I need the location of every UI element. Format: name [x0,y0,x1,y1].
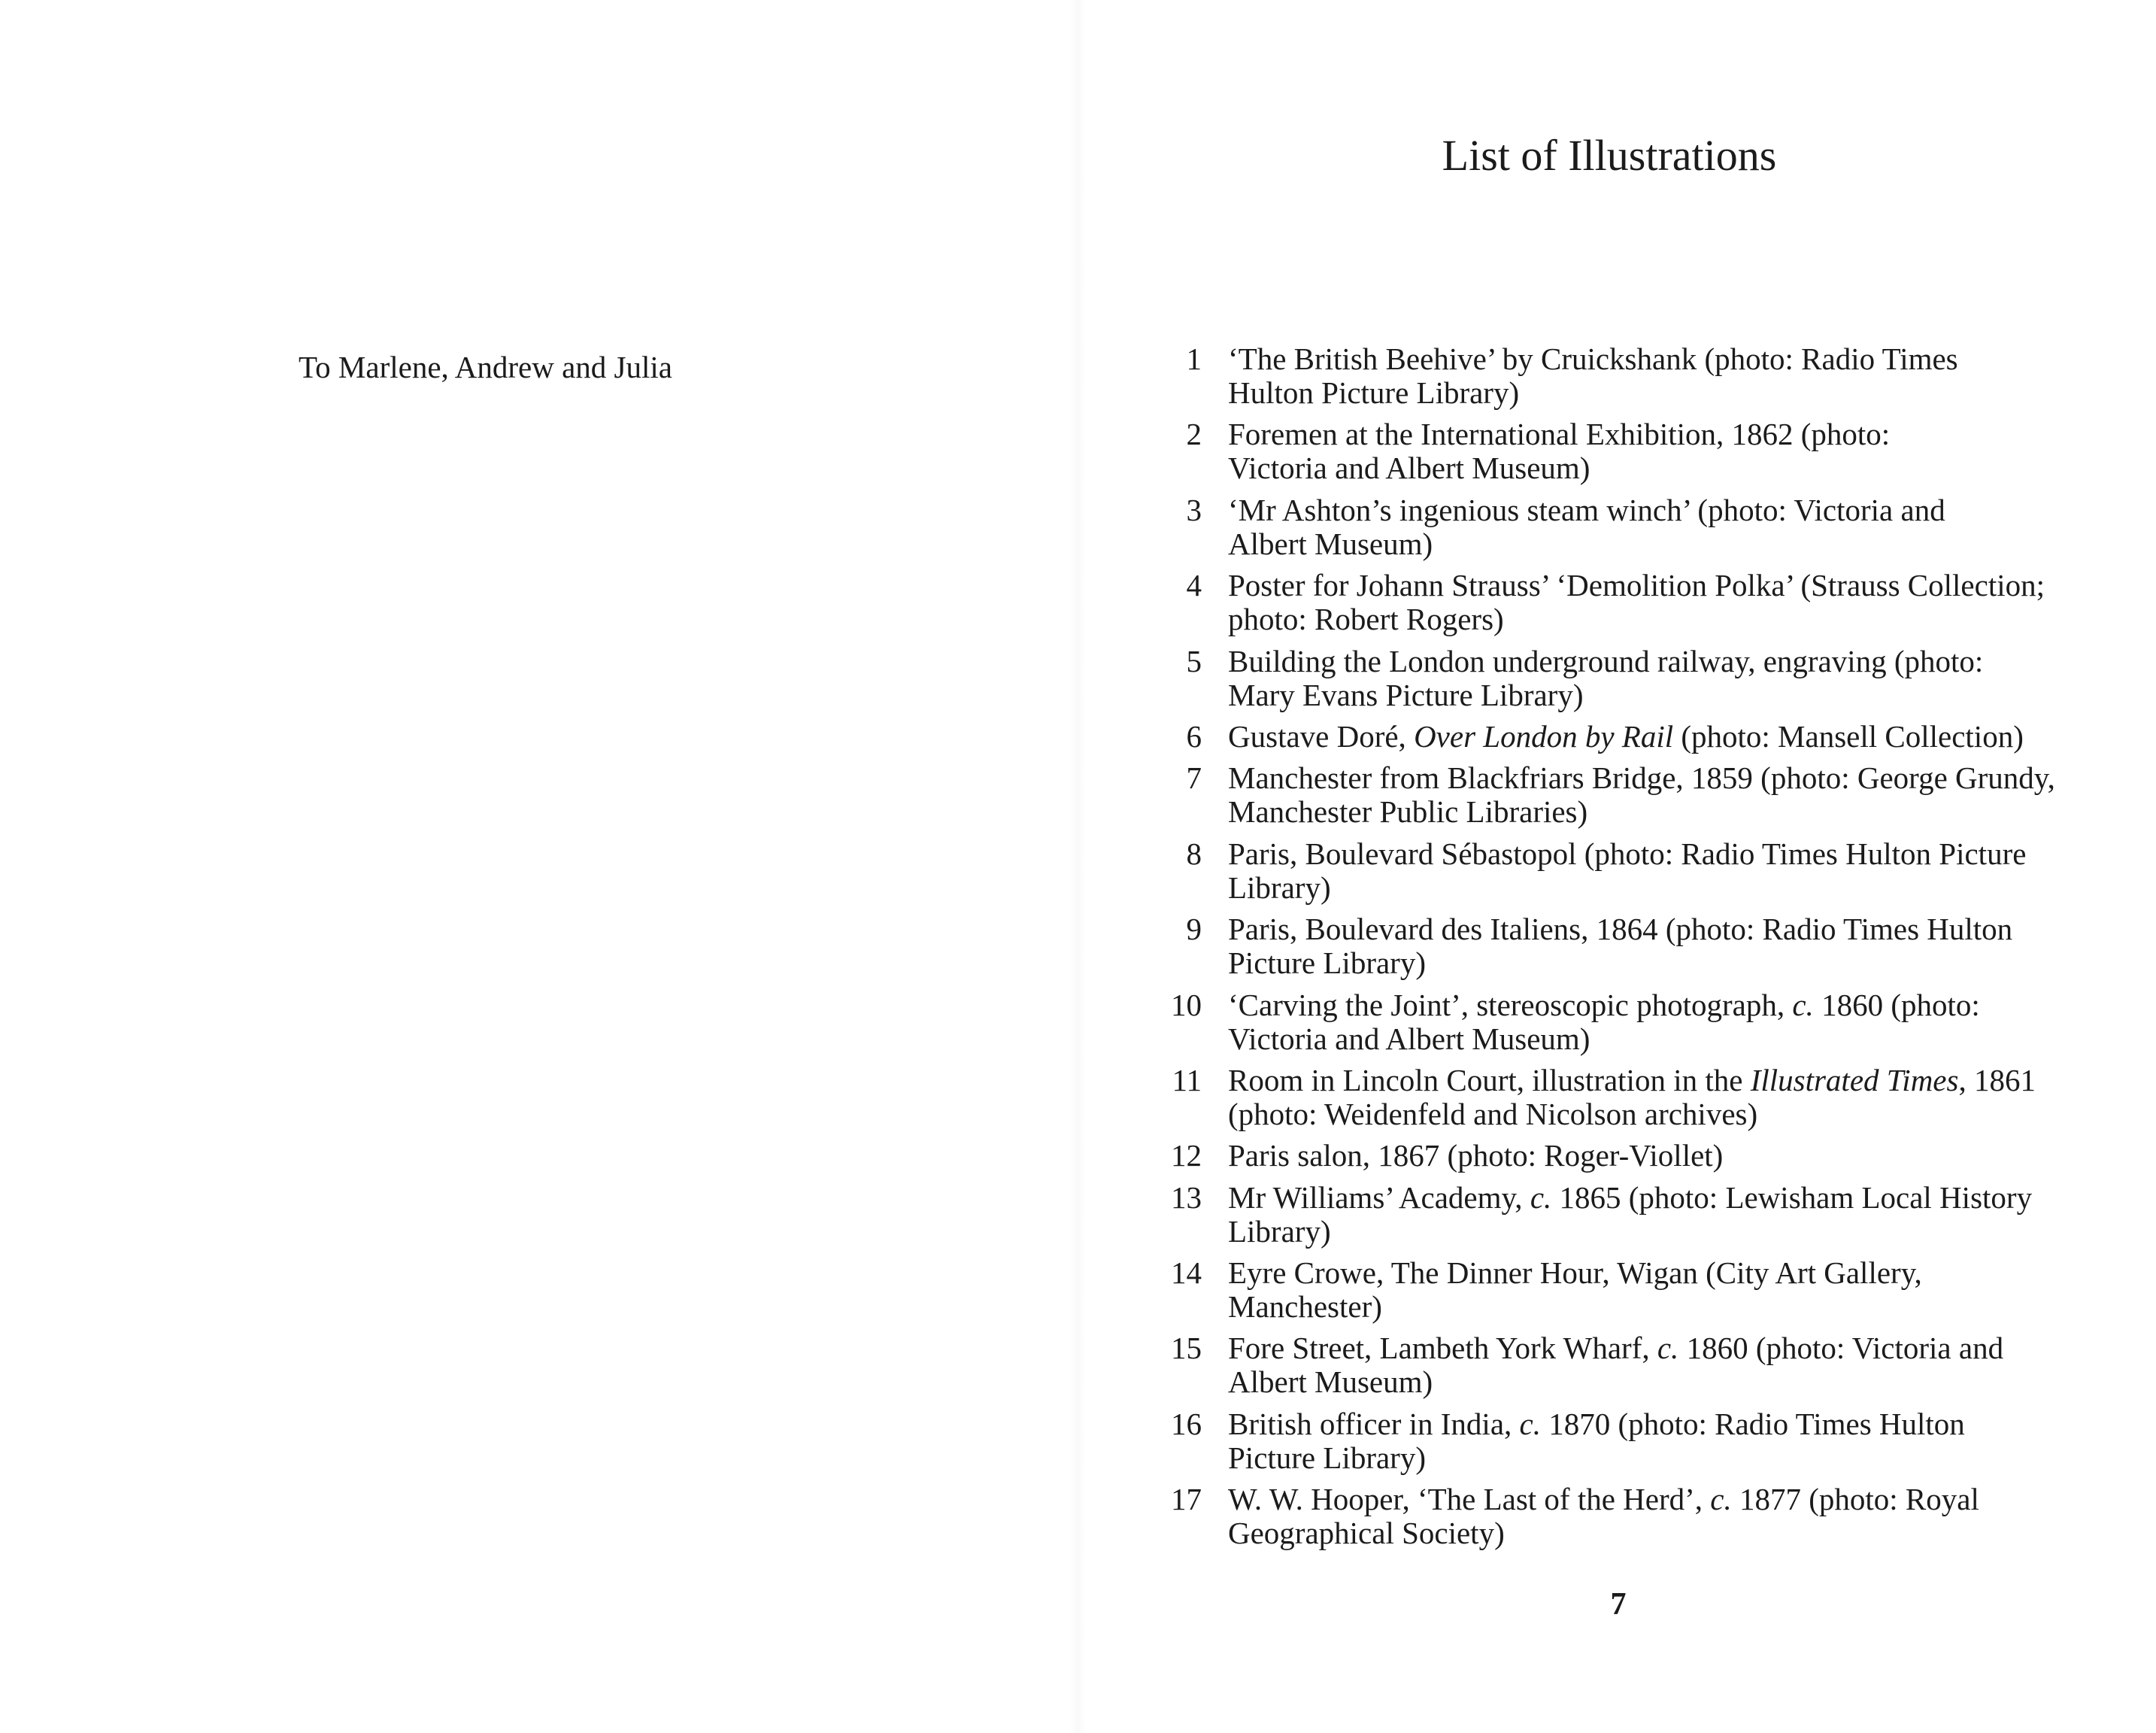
caption-line [1228,1441,1965,1475]
illustration-caption [1228,569,2045,636]
caption-text: (photo: Weidenfeld and Nicolson archives) [1228,1096,1758,1131]
illustration-entry [1149,1139,2055,1173]
illustration-entry [1149,1407,2055,1475]
caption-text: Albert Museum) [1228,526,1433,561]
illustration-entry [1149,1331,2055,1399]
illustration-caption [1228,912,2012,980]
caption-line [1228,678,1983,712]
illustration-caption [1228,1064,2036,1131]
caption-text: photo: Robert Rogers) [1228,602,1504,637]
italic-title-text: c. [1519,1406,1541,1441]
illustration-entry [1149,342,2055,410]
illustration-caption [1228,1483,1979,1550]
caption-line [1228,417,1890,451]
illustration-caption [1228,1331,2003,1399]
illustration-caption [1228,761,2055,829]
illustration-caption [1228,837,2026,905]
caption-line [1228,1290,1922,1324]
caption-line [1228,569,2045,602]
illustration-caption [1228,1407,1965,1475]
illustrations-list [1149,342,2055,1558]
illustration-caption [1228,417,1890,485]
caption-text: Poster for Johann Strauss’ ‘Demolition Polka’ (Strauss Collection; [1228,568,2045,603]
caption-line [1228,946,2012,980]
caption-line [1228,761,2055,795]
illustration-caption [1228,645,1983,712]
illustration-number: 13 [1171,1179,1202,1215]
caption-text: Picture Library) [1228,1440,1426,1475]
illustration-number: 12 [1171,1138,1202,1173]
caption-text: Eyre Crowe, The Dinner Hour, Wigan (City Art Gallery, [1228,1255,1922,1291]
illustration-caption [1228,1139,1723,1173]
page-title: List of Illustrations [1442,131,1777,180]
caption-text: Albert Museum) [1228,1364,1433,1400]
illustration-number: 4 [1186,568,1202,603]
italic-title-text: c. [1657,1331,1679,1366]
caption-text: 1860 (photo: [1813,987,1980,1022]
caption-line [1228,602,2045,636]
caption-line [1228,645,1983,678]
right-page [1078,0,2156,1733]
illustration-number: 3 [1186,492,1202,527]
caption-text: Manchester from Blackfriars Bridge, 1859 (photo: George Grundy, [1228,760,2055,796]
caption-text: Geographical Society) [1228,1516,1505,1551]
caption-line [1228,988,1980,1022]
caption-line [1228,1365,2003,1399]
illustration-number: 15 [1171,1331,1202,1366]
caption-text: Picture Library) [1228,945,1426,981]
illustration-number: 5 [1186,643,1202,678]
illustration-entry [1149,569,2055,636]
illustration-entry [1149,988,2055,1056]
caption-text: Paris, Boulevard des Italiens, 1864 (photo: Radio Times Hulton [1228,912,2013,947]
italic-title-text: c. [1710,1482,1732,1517]
caption-text: Mary Evans Picture Library) [1228,677,1584,712]
caption-line [1228,376,1958,410]
caption-line [1228,1139,1723,1173]
illustration-number: 1 [1186,341,1202,376]
caption-text: Fore Street, Lambeth York Wharf, [1228,1331,1657,1366]
illustration-entry [1149,1256,2055,1324]
caption-text: Victoria and Albert Museum) [1228,451,1590,486]
illustration-number: 9 [1186,912,1202,947]
caption-text: , 1861 [1958,1062,2036,1097]
dedication: To Marlene, Andrew and Julia [299,350,672,384]
italic-title-text: Over London by Rail [1414,718,1674,754]
caption-text: (photo: Mansell Collection) [1673,718,2024,754]
caption-line [1228,1215,2032,1249]
illustration-entry [1149,912,2055,980]
caption-text: ‘Carving the Joint’, stereoscopic photograph, [1228,987,1793,1022]
caption-line [1228,493,1945,527]
illustration-entry [1149,837,2055,905]
caption-text: Library) [1228,870,1331,905]
italic-title-text: c. [1792,987,1814,1022]
illustration-caption [1228,1256,1922,1324]
caption-text: 1870 (photo: Radio Times Hulton [1540,1406,1965,1441]
illustration-caption [1228,493,1945,561]
illustration-number: 17 [1171,1482,1202,1517]
caption-text: Mr Williams’ Academy, [1228,1179,1530,1215]
caption-text: Foremen at the International Exhibition, 1862 (photo: [1228,417,1891,452]
caption-line [1228,795,2055,829]
illustration-entry [1149,1064,2055,1131]
caption-line [1228,1022,1980,1056]
illustration-number: 14 [1171,1255,1202,1291]
illustration-caption [1228,988,1980,1056]
illustration-number: 8 [1186,836,1202,871]
illustration-entry [1149,761,2055,829]
illustration-number: 11 [1172,1062,1202,1097]
caption-text: 1865 (photo: Lewisham Local History [1551,1179,2033,1215]
caption-line [1228,342,1958,376]
illustration-number: 2 [1186,417,1202,452]
italic-title-text: c. [1530,1179,1552,1215]
caption-text: 1860 (photo: Victoria and [1678,1331,2004,1366]
caption-text: Building the London underground railway, engraving (photo: [1228,643,1984,678]
caption-text: W. W. Hooper, ‘The Last of the Herd’, [1228,1482,1711,1517]
illustration-entry [1149,645,2055,712]
caption-line [1228,1483,1979,1516]
caption-text: ‘Mr Ashton’s ingenious steam winch’ (photo: Victoria and [1228,492,1945,527]
caption-line [1228,871,2026,905]
illustration-number: 16 [1171,1406,1202,1441]
caption-line [1228,1064,2036,1097]
illustration-caption [1228,720,2024,754]
illustration-number: 10 [1171,987,1202,1022]
caption-line [1228,912,2012,946]
caption-text: Room in Lincoln Court, illustration in the [1228,1062,1751,1097]
illustration-caption [1228,1181,2032,1249]
illustration-entry [1149,720,2055,754]
caption-line [1228,451,1890,485]
caption-line [1228,1097,2036,1131]
caption-line [1228,1331,2003,1365]
caption-line [1228,1407,1965,1441]
caption-text: Victoria and Albert Museum) [1228,1021,1590,1056]
caption-line [1228,1516,1979,1550]
caption-text: Gustave Doré, [1228,718,1415,754]
caption-text: Library) [1228,1213,1331,1249]
caption-text: Paris, Boulevard Sébastopol (photo: Radio Times Hulton Picture [1228,836,2027,871]
caption-text: Manchester) [1228,1289,1382,1325]
caption-text: British officer in India, [1228,1406,1520,1441]
page-number: 7 [1610,1587,1627,1622]
caption-text: Manchester Public Libraries) [1228,794,1588,830]
illustration-entry [1149,1181,2055,1249]
illustration-caption [1228,342,1958,410]
illustration-entry [1149,417,2055,485]
caption-line [1228,1256,1922,1290]
caption-text: Hulton Picture Library) [1228,375,1520,410]
caption-text: 1877 (photo: Royal [1731,1482,1979,1517]
caption-line [1228,720,2024,754]
caption-line [1228,837,2026,871]
italic-title-text: Illustrated Times [1750,1062,1959,1097]
caption-text: Paris salon, 1867 (photo: Roger-Viollet) [1228,1138,1724,1173]
caption-line [1228,527,1945,561]
illustration-entry [1149,1483,2055,1550]
illustration-entry [1149,493,2055,561]
illustration-number: 6 [1186,718,1202,754]
illustration-number: 7 [1186,760,1202,796]
caption-text: ‘The British Beehive’ by Cruickshank (photo: Radio Times [1228,341,1958,376]
caption-line [1228,1181,2032,1215]
